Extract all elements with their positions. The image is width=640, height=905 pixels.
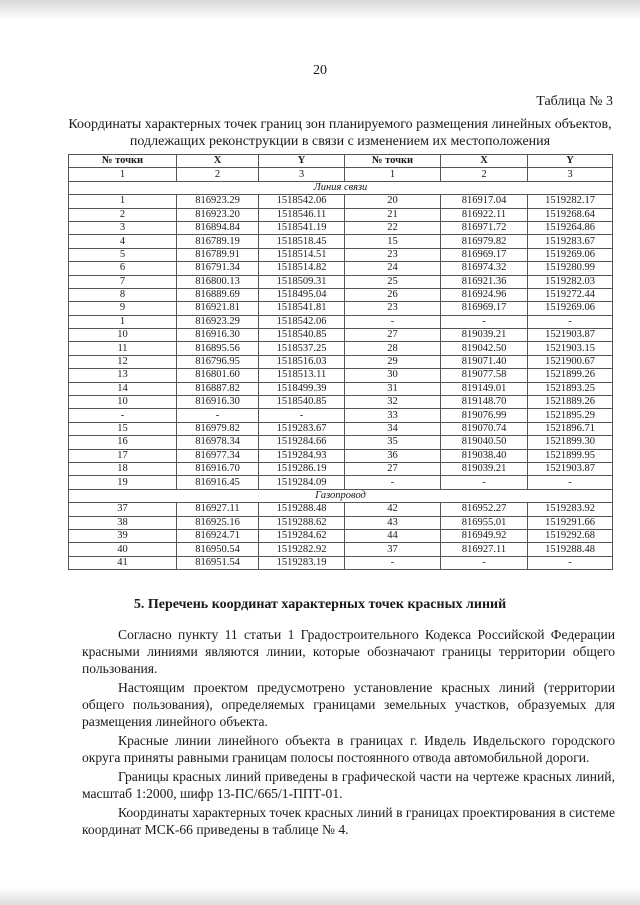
table-cell: 43 — [345, 516, 441, 529]
table-cell: 1519269.06 — [528, 248, 613, 261]
table-cell: 816927.11 — [441, 543, 528, 556]
table-cell: 1519282.03 — [528, 275, 613, 288]
paragraph: Координаты характерных точек красных линий в границах проектирования в системе координат МСК-66 приведены в таблице № 4. — [82, 805, 615, 837]
table-row — [69, 262, 613, 275]
table-cell: 819039.21 — [441, 462, 528, 475]
header-cell: № точки — [69, 155, 177, 168]
table-cell: 40 — [69, 543, 177, 556]
table-cell: 816916.30 — [177, 396, 259, 409]
table-row — [69, 543, 613, 556]
table-cell: 1519283.67 — [259, 422, 345, 435]
table-cell: 3 — [69, 221, 177, 234]
table-cell: 1519283.92 — [528, 503, 613, 516]
table-cell: 17 — [69, 449, 177, 462]
table-cell: 816889.69 — [177, 288, 259, 301]
table-row — [69, 329, 613, 342]
table-cell: 1521903.15 — [528, 342, 613, 355]
table-cell: 816978.34 — [177, 436, 259, 449]
table-cell: 1518546.11 — [259, 208, 345, 221]
table-cell: 1519264.86 — [528, 221, 613, 234]
table-cell: 819042.50 — [441, 342, 528, 355]
table-cell: 37 — [345, 543, 441, 556]
table-row — [69, 195, 613, 208]
table-row — [69, 422, 613, 435]
table-cell: - — [441, 556, 528, 569]
table-cell: 34 — [345, 422, 441, 435]
table-cell: 816789.19 — [177, 235, 259, 248]
table-cell: 1518540.85 — [259, 396, 345, 409]
table-cell: 23 — [345, 302, 441, 315]
table-row — [69, 462, 613, 475]
table-row — [69, 396, 613, 409]
section-row — [69, 181, 613, 194]
table-cell: 1521903.87 — [528, 329, 613, 342]
table-cell: 816927.11 — [177, 503, 259, 516]
table-cell: 10 — [69, 329, 177, 342]
table-row — [69, 449, 613, 462]
table-cell: 1519282.92 — [259, 543, 345, 556]
table-cell: 1518509.31 — [259, 275, 345, 288]
table-cell: 816796.95 — [177, 355, 259, 368]
table-cell: 1518495.04 — [259, 288, 345, 301]
table-cell: 816955.01 — [441, 516, 528, 529]
table-cell: 26 — [345, 288, 441, 301]
table-cell: 816969.17 — [441, 302, 528, 315]
numbering-cell: 1 — [69, 168, 177, 181]
table-cell: 816921.81 — [177, 302, 259, 315]
table-cell: 819148.70 — [441, 396, 528, 409]
table-cell: 9 — [69, 302, 177, 315]
table-cell: 816917.04 — [441, 195, 528, 208]
paragraph: Красные линии линейного объекта в границах г. Ивдель Ивдельского городского округа приняты равными границам полосы постоянного отвода автомобильной дороги. — [82, 733, 615, 765]
header-cell: X — [441, 155, 528, 168]
table-cell: 1518540.85 — [259, 329, 345, 342]
table-cell: 816789.91 — [177, 248, 259, 261]
table-cell: 816916.45 — [177, 476, 259, 489]
paragraph: Настоящим проектом предусмотрено установление красных линий (территории общего пользования), определяемых границами земельных участков, образуемых для размещения линейного объекта. — [82, 680, 615, 729]
table-cell: 35 — [345, 436, 441, 449]
header-cell: Y — [259, 155, 345, 168]
table-cell: 819077.58 — [441, 369, 528, 382]
table-cell: - — [528, 476, 613, 489]
table-cell: 1521899.26 — [528, 369, 613, 382]
table-cell: 1519284.66 — [259, 436, 345, 449]
table-cell: 816922.11 — [441, 208, 528, 221]
table-cell: 42 — [345, 503, 441, 516]
table-cell: - — [528, 315, 613, 328]
table-row — [69, 556, 613, 569]
table-row — [69, 503, 613, 516]
table-cell: - — [259, 409, 345, 422]
table-cell: 819039.21 — [441, 329, 528, 342]
table-cell: 1518513.11 — [259, 369, 345, 382]
table-cell: - — [441, 315, 528, 328]
table-header-row — [69, 155, 613, 168]
table-cell: 816950.54 — [177, 543, 259, 556]
table-cell: 816895.56 — [177, 342, 259, 355]
table-cell: 1519283.19 — [259, 556, 345, 569]
numbering-cell: 2 — [177, 168, 259, 181]
table-cell: 24 — [345, 262, 441, 275]
table-cell: 4 — [69, 235, 177, 248]
table-cell: 819038.40 — [441, 449, 528, 462]
header-cell: Y — [528, 155, 613, 168]
table-row — [69, 382, 613, 395]
table-cell: 1521903.87 — [528, 462, 613, 475]
table-cell: 816801.60 — [177, 369, 259, 382]
table-cell: 11 — [69, 342, 177, 355]
table-cell: 1518518.45 — [259, 235, 345, 248]
table-cell: 36 — [345, 449, 441, 462]
table-row — [69, 248, 613, 261]
table-cell: 1519284.09 — [259, 476, 345, 489]
table-cell: - — [528, 556, 613, 569]
table-cell: 816949.92 — [441, 529, 528, 542]
table-cell: 819076.99 — [441, 409, 528, 422]
table-cell: 1519272.44 — [528, 288, 613, 301]
table-cell: 816924.71 — [177, 529, 259, 542]
table-cell: 22 — [345, 221, 441, 234]
table-cell: - — [69, 409, 177, 422]
table-cell: 1519269.06 — [528, 302, 613, 315]
table-cell: 1519286.19 — [259, 462, 345, 475]
table-cell: - — [177, 409, 259, 422]
table-cell: - — [345, 556, 441, 569]
paragraph: Согласно пункту 11 статьи 1 Градостроительного Кодекса Российской Федерации красными линиями являются линии, которые обозначают границы территории общего пользования. — [82, 627, 615, 676]
table-cell: 816951.54 — [177, 556, 259, 569]
table-cell: 15 — [69, 422, 177, 435]
section-heading-cell: Линия связи — [69, 181, 613, 194]
table-cell: 31 — [345, 382, 441, 395]
table-cell: 7 — [69, 275, 177, 288]
table-cell: 1521889.26 — [528, 396, 613, 409]
table-cell: 816887.82 — [177, 382, 259, 395]
scan-bottom-edge — [0, 887, 640, 905]
table-cell: 1519288.48 — [528, 543, 613, 556]
table-cell: 819149.01 — [441, 382, 528, 395]
table-cell: 1 — [69, 315, 177, 328]
table-cell: 1518516.03 — [259, 355, 345, 368]
table-cell: 39 — [69, 529, 177, 542]
table-cell: 38 — [69, 516, 177, 529]
coordinates-table — [68, 154, 613, 570]
table-row — [69, 302, 613, 315]
table-cell: 15 — [345, 235, 441, 248]
header-cell: X — [177, 155, 259, 168]
table-cell: 819071.40 — [441, 355, 528, 368]
table-row — [69, 208, 613, 221]
table-cell: 816979.82 — [177, 422, 259, 435]
table-cell: 1518542.06 — [259, 315, 345, 328]
table-cell: 816791.34 — [177, 262, 259, 275]
table-cell: 41 — [69, 556, 177, 569]
table-cell: 20 — [345, 195, 441, 208]
table-cell: 1521899.95 — [528, 449, 613, 462]
table-cell: 1518514.51 — [259, 248, 345, 261]
table-cell: 1519283.67 — [528, 235, 613, 248]
table-label: Таблица № 3 — [536, 94, 613, 109]
table-cell: 1519284.62 — [259, 529, 345, 542]
table-cell: 21 — [345, 208, 441, 221]
table-row — [69, 436, 613, 449]
table-cell: 14 — [69, 382, 177, 395]
table-row — [69, 221, 613, 234]
table-cell: 1519284.93 — [259, 449, 345, 462]
section-row — [69, 489, 613, 502]
table-cell: - — [441, 476, 528, 489]
table-row — [69, 409, 613, 422]
table-cell: 816923.29 — [177, 315, 259, 328]
table-cell: 29 — [345, 355, 441, 368]
table-cell: 25 — [345, 275, 441, 288]
table-cell: 5 — [69, 248, 177, 261]
table-cell: 1519268.64 — [528, 208, 613, 221]
table-cell: 27 — [345, 329, 441, 342]
table-cell: 1521899.30 — [528, 436, 613, 449]
table-cell: 8 — [69, 288, 177, 301]
table-cell: 13 — [69, 369, 177, 382]
table-cell: 33 — [345, 409, 441, 422]
table-cell: 18 — [69, 462, 177, 475]
table-cell: 19 — [69, 476, 177, 489]
table-numbering-row — [69, 168, 613, 181]
section-heading-cell: Газопровод — [69, 489, 613, 502]
table-cell: 12 — [69, 355, 177, 368]
table-cell: 1521900.67 — [528, 355, 613, 368]
table-row — [69, 529, 613, 542]
table-cell: 1518541.81 — [259, 302, 345, 315]
table-cell: 1521893.25 — [528, 382, 613, 395]
table-cell: 16 — [69, 436, 177, 449]
table-caption: Координаты характерных точек границ зон планируемого размещения линейных объектов, подлежащих реконструкции в связи с изменением их местоположения — [68, 117, 612, 149]
section-title: 5. Перечень координат характерных точек красных линий — [133, 597, 507, 612]
table-cell: 816923.29 — [177, 195, 259, 208]
table-cell: 816952.27 — [441, 503, 528, 516]
table-cell: 1521896.71 — [528, 422, 613, 435]
table-cell: 37 — [69, 503, 177, 516]
table-cell: 23 — [345, 248, 441, 261]
table-row — [69, 516, 613, 529]
numbering-cell: 1 — [345, 168, 441, 181]
table-cell: 816971.72 — [441, 221, 528, 234]
table-cell: 1518514.82 — [259, 262, 345, 275]
table-cell: 1519280.99 — [528, 262, 613, 275]
table-cell: 816800.13 — [177, 275, 259, 288]
numbering-cell: 3 — [259, 168, 345, 181]
table-cell: 819040.50 — [441, 436, 528, 449]
table-cell: 28 — [345, 342, 441, 355]
table-cell: 44 — [345, 529, 441, 542]
table-cell: 1518541.19 — [259, 221, 345, 234]
table-cell: 816916.70 — [177, 462, 259, 475]
table-cell: 816979.82 — [441, 235, 528, 248]
table-cell: 1518537.25 — [259, 342, 345, 355]
table-cell: 816977.34 — [177, 449, 259, 462]
page-number: 20 — [313, 63, 327, 78]
table-cell: 816925.16 — [177, 516, 259, 529]
table-cell: 10 — [69, 396, 177, 409]
numbering-cell: 3 — [528, 168, 613, 181]
table-cell: - — [345, 315, 441, 328]
table-cell: 27 — [345, 462, 441, 475]
header-cell: № точки — [345, 155, 441, 168]
table-cell: 816894.84 — [177, 221, 259, 234]
table-row — [69, 342, 613, 355]
table-cell: 1518499.39 — [259, 382, 345, 395]
table-cell: 1519282.17 — [528, 195, 613, 208]
numbering-cell: 2 — [441, 168, 528, 181]
table-cell: 1519291.66 — [528, 516, 613, 529]
table-row — [69, 275, 613, 288]
table-cell: 1518542.06 — [259, 195, 345, 208]
table-cell: 6 — [69, 262, 177, 275]
paragraph: Границы красных линий приведены в графической части на чертеже красных линий, масштаб 1:2000, шифр 13-ПС/665/1-ППТ-01. — [82, 769, 615, 801]
table-cell: 819070.74 — [441, 422, 528, 435]
table-cell: 816923.20 — [177, 208, 259, 221]
table-cell: 816969.17 — [441, 248, 528, 261]
table-cell: 2 — [69, 208, 177, 221]
table-row — [69, 369, 613, 382]
table-cell: 1 — [69, 195, 177, 208]
table-cell: 1519288.62 — [259, 516, 345, 529]
table-body — [69, 181, 613, 569]
table-cell: 816916.30 — [177, 329, 259, 342]
table-cell: 32 — [345, 396, 441, 409]
table-cell: 816921.36 — [441, 275, 528, 288]
table-row — [69, 235, 613, 248]
table-row — [69, 355, 613, 368]
scan-top-edge — [0, 0, 640, 20]
table-cell: 1519288.48 — [259, 503, 345, 516]
table-row — [69, 288, 613, 301]
table-cell: 1519292.68 — [528, 529, 613, 542]
body-text — [82, 626, 615, 840]
table-cell: - — [345, 476, 441, 489]
table-cell: 816974.32 — [441, 262, 528, 275]
table-row — [69, 476, 613, 489]
table-cell: 1521895.29 — [528, 409, 613, 422]
table-cell: 816924.96 — [441, 288, 528, 301]
table-cell: 30 — [345, 369, 441, 382]
table-row — [69, 315, 613, 328]
